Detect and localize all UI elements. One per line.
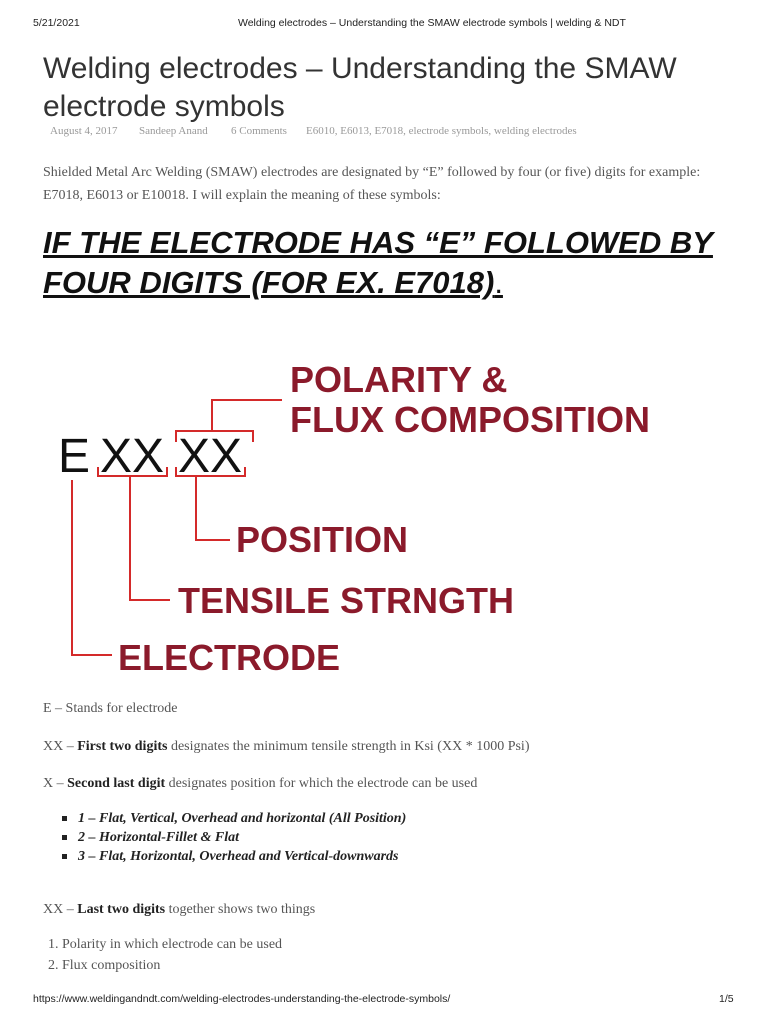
xx-bold: First two digits (77, 739, 168, 754)
last-rest: together shows two things (165, 902, 316, 917)
print-date: 5/21/2021 (33, 17, 80, 29)
xx-prefix: XX – (43, 739, 78, 754)
label-tensile-strength: TENSILE STRNGTH (178, 580, 515, 621)
xx-rest: designates the minimum tensile strength in Ksi (XX * 1000 Psi) (167, 739, 530, 754)
print-page-number: 1/5 (719, 993, 734, 1005)
position-list (43, 809, 406, 866)
print-footer-url: https://www.weldingandndt.com/welding-electrodes-understanding-the-electrode-symbols/ (33, 993, 451, 1005)
print-doc-title: Welding electrodes – Understanding the SMAW electrode symbols | welding & NDT (238, 17, 626, 29)
post-date-link[interactable]: August 4, 2017 (50, 125, 118, 137)
page-title: Welding electrodes – Understanding the SMAW electrode symbols (43, 52, 677, 123)
tags-list[interactable]: E6010, E6013, E7018, electrode symbols, welding electrodes (306, 125, 577, 137)
list-item: 1 – Flat, Vertical, Overhead and horizontal (All Position) (43, 809, 406, 828)
x-rest: designates position for which the electrode can be used (165, 776, 478, 791)
section-heading (43, 223, 743, 303)
x-prefix: X – (43, 776, 68, 791)
last-two-explanation (43, 902, 315, 918)
label-position: POSITION (236, 519, 409, 560)
label-polarity-line1: POLARITY & (290, 359, 508, 400)
x-second-last-explanation (43, 776, 477, 792)
things-list (43, 934, 282, 976)
intro-paragraph: Shielded Metal Arc Welding (SMAW) electrodes are designated by “E” followed by four (or five) digits for example: E7018, E6013 or E10018. I will explain the meaning of these symbols: (43, 165, 701, 203)
electrode-symbol-diagram (0, 330, 768, 690)
bullet-icon (62, 835, 67, 840)
last-bold: Last two digits (77, 902, 166, 917)
x-bold: Second last digit (67, 776, 166, 791)
last-prefix: XX – (43, 902, 78, 917)
e-explanation: E – Stands for electrode (43, 701, 178, 716)
section-heading-text: IF THE ELECTRODE HAS “E” FOLLOWED BY FOUR DIGITS (FOR EX. E7018) (43, 225, 713, 300)
bullet-icon (62, 816, 67, 821)
author-link[interactable]: Sandeep Anand (139, 125, 208, 137)
section-heading-period: . (494, 265, 503, 300)
list-item: 1. Polarity in which electrode can be used (48, 937, 283, 952)
list-item: 2 – Horizontal-Fillet & Flat (43, 828, 406, 847)
bullet-icon (62, 854, 67, 859)
label-polarity-line2: FLUX COMPOSITION (290, 399, 650, 440)
symbol-xx-last: XX (178, 430, 243, 483)
list-item: 3 – Flat, Horizontal, Overhead and Vertical-downwards (43, 847, 406, 866)
comments-link[interactable]: 6 Comments (231, 125, 287, 137)
label-electrode: ELECTRODE (118, 637, 341, 678)
list-item: 2. Flux composition (48, 958, 161, 973)
symbol-e: E (58, 430, 91, 483)
symbol-xx-first: XX (100, 430, 165, 483)
xx-first-explanation (43, 739, 529, 755)
